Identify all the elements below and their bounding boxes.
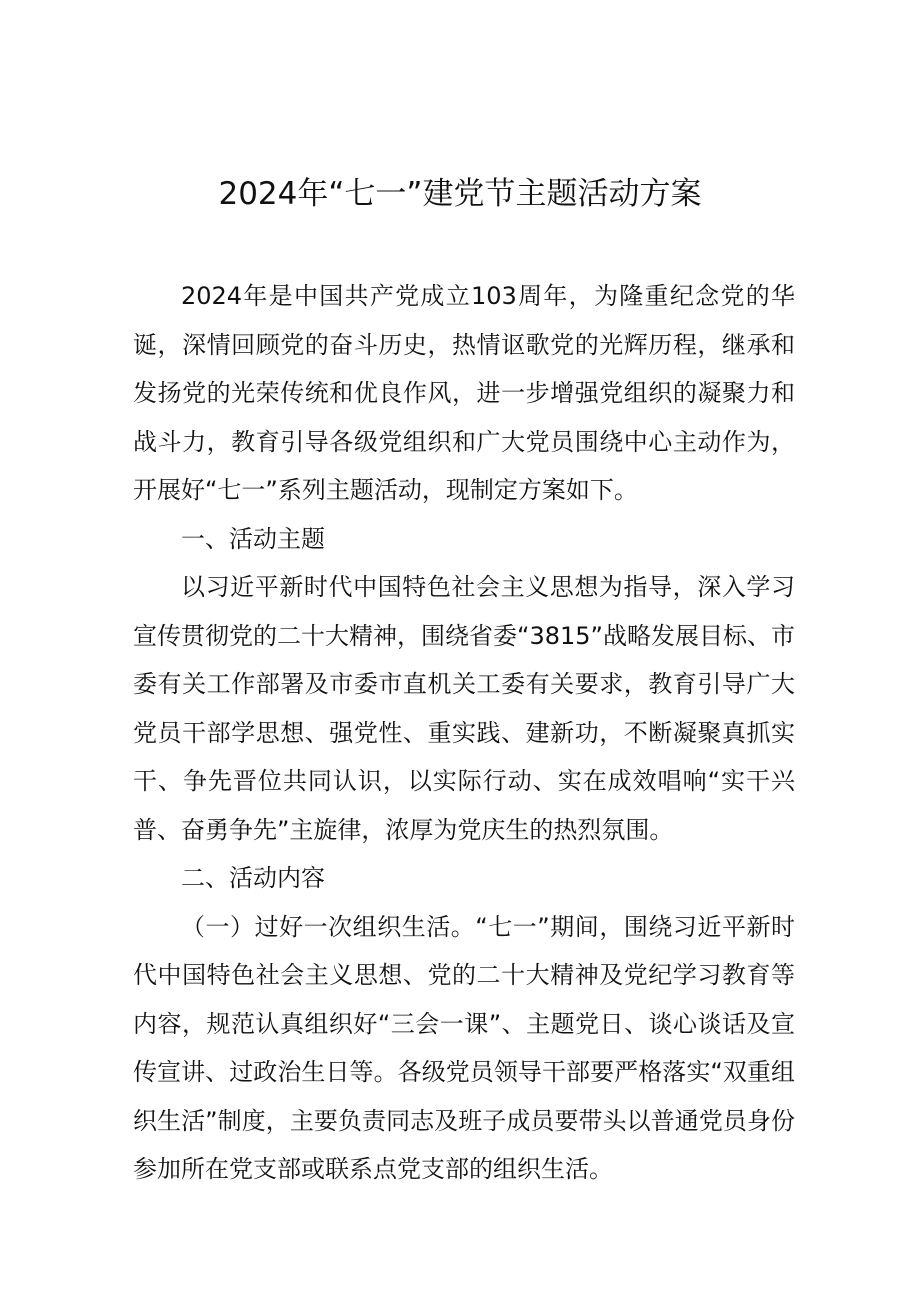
content-item-1-paragraph: （一）过好一次组织生活。“七一”期间，围绕习近平新时代中国特色社会主义思想、党的二十大精神及党纪学习教育等内容，规范认真组织好“三会一课”、主题党日、谈心谈话及宣传宣讲、过政治生日等。各级党员领导干部要严格落实“双重组织生活”制度，主要负责同志及班子成员要带头以普通党员身份参加所在党支部或联系点党支部的组织生活。 <box>133 912 795 1183</box>
document-body <box>133 272 795 1194</box>
theme-paragraph: 以习近平新时代中国特色社会主义思想为指导，深入学习宣传贯彻党的二十大精神，围绕省委“3815”战略发展目标、市委有关工作部署及市委市直机关工委有关要求，教育引导广大党员干部学思想、强党性、重实践、建新功，不断凝聚真抓实干、争先晋位共同认识，以实际行动、实在成效唱响“实干兴普、奋勇争先”主旋律，浓厚为党庆生的热烈氛围。 <box>133 573 795 844</box>
intro-paragraph: 2024年是中国共产党成立103周年，为隆重纪念党的华诞，深情回顾党的奋斗历史，热情讴歌党的光辉历程，继承和发扬党的光荣传统和优良作风，进一步增强党组织的凝聚力和战斗力，教育引导各级党组织和广大党员围绕中心主动作为，开展好“七一”系列主题活动，现制定方案如下。 <box>133 282 795 504</box>
document-title: 2024年“七一”建党节主题活动方案 <box>218 176 702 212</box>
section-heading-content: 二、活动内容 <box>181 864 325 892</box>
section-heading-theme: 一、活动主题 <box>181 524 325 553</box>
